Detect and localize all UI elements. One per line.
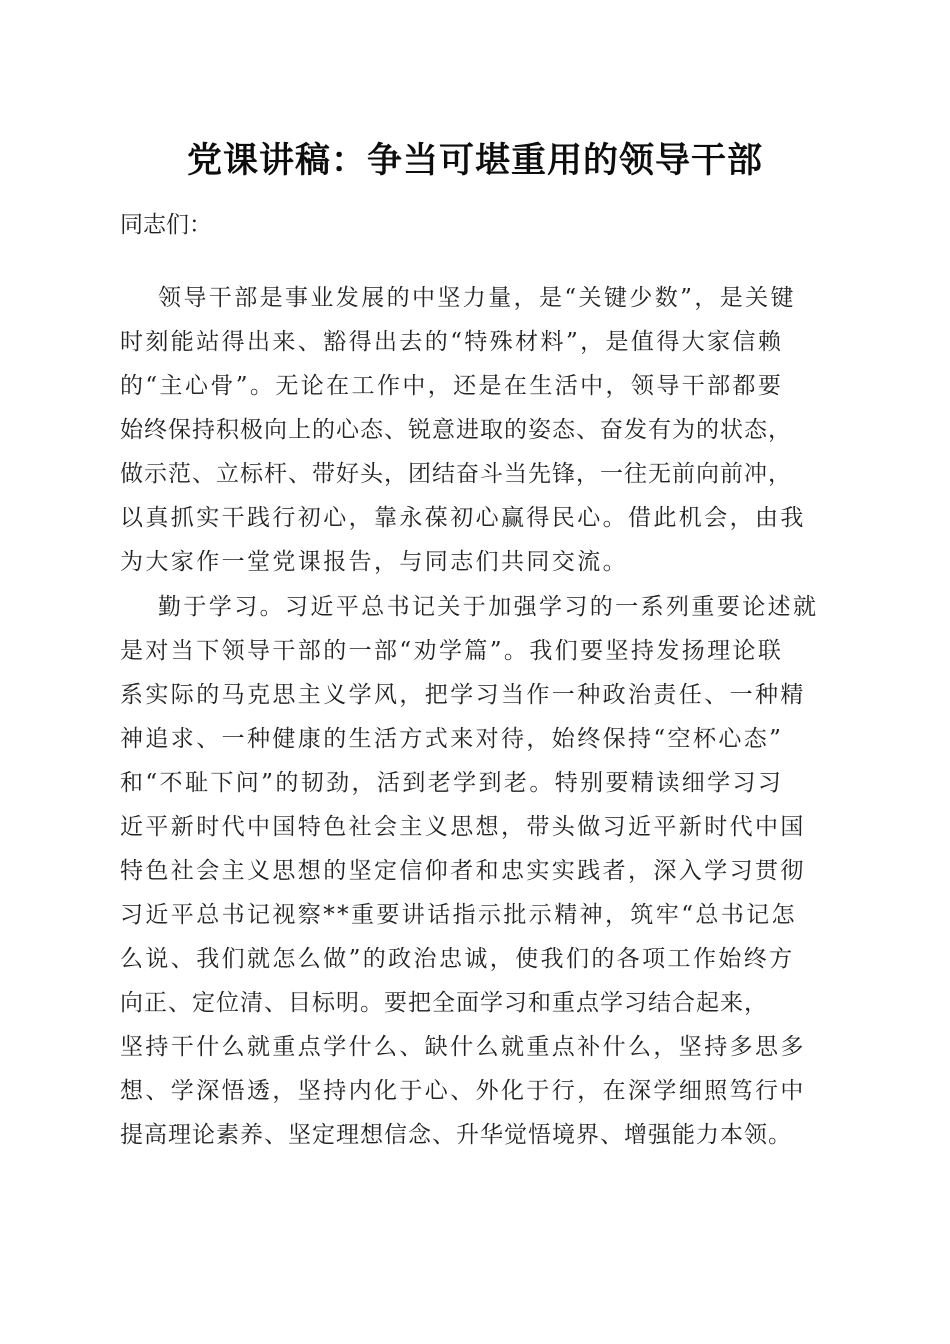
- paragraph-2-line-12: 想、学深悟透，坚持内化于心、外化于行，在深学细照笃行中: [120, 1078, 806, 1104]
- paragraph-2-line-9: 么说、我们就怎么做”的政治忠诚，使我们的各项工作始终方: [120, 946, 795, 972]
- paragraph-2-line-1: 勤于学习。习近平总书记关于加强学习的一系列重要论述就: [158, 594, 819, 620]
- paragraph-1-line-7: 为大家作一堂党课报告，与同志们共同交流。: [120, 549, 628, 575]
- paragraph-1-line-4: 始终保持积极向上的心态、锐意进取的姿态、奋发有为的状态，: [120, 417, 792, 443]
- paragraph-2-line-10: 向正、定位清、目标明。要把全面学习和重点学习结合起来，: [120, 990, 768, 1016]
- salutation: 同志们：: [120, 212, 212, 238]
- paragraph-2-line-4: 神追求、一种健康的生活方式来对待，始终保持“空杯心态”: [120, 726, 784, 752]
- paragraph-2-line-3: 系实际的马克思主义学风，把学习当作一种政治责任、一种精: [120, 682, 806, 708]
- paragraph-2-line-7: 特色社会主义思想的坚定信仰者和忠实实践者，深入学习贯彻: [120, 858, 806, 884]
- paragraph-1-line-6: 以真抓实干践行初心，靠永葆初心赢得民心。借此机会，由我: [120, 505, 806, 531]
- paragraph-2-line-11: 坚持干什么就重点学什么、缺什么就重点补什么，坚持多思多: [120, 1034, 806, 1060]
- paragraph-1-line-1: 领导干部是事业发展的中坚力量，是“关键少数”，是关键: [158, 285, 796, 311]
- paragraph-2-line-6: 近平新时代中国特色社会主义思想，带头做习近平新时代中国: [120, 814, 806, 840]
- paragraph-1-line-2: 时刻能站得出来、豁得出去的“特殊材料”，是值得大家信赖: [120, 329, 784, 355]
- paragraph-1-line-3: 的“主心骨”。无论在工作中，还是在生活中，领导干部都要: [120, 373, 784, 399]
- paragraph-2-line-5: 和“不耻下问”的韧劲，活到老学到老。特别要精读细学习习: [120, 770, 784, 796]
- paragraph-2-line-8: 习近平总书记视察**重要讲话指示批示精神，筑牢“总书记怎: [120, 902, 797, 928]
- paragraph-1-line-5: 做示范、立标杆、带好头，团结奋斗当先锋，一往无前向前冲，: [120, 461, 792, 487]
- paragraph-2-line-2: 是对当下领导干部的一部“劝学篇”。我们要坚持发扬理论联: [120, 638, 784, 664]
- document-title: 党课讲稿：争当可堪重用的领导干部: [186, 140, 763, 181]
- paragraph-2-line-13: 提高理论素养、坚定理想信念、升华觉悟境界、增强能力本领。: [120, 1122, 792, 1148]
